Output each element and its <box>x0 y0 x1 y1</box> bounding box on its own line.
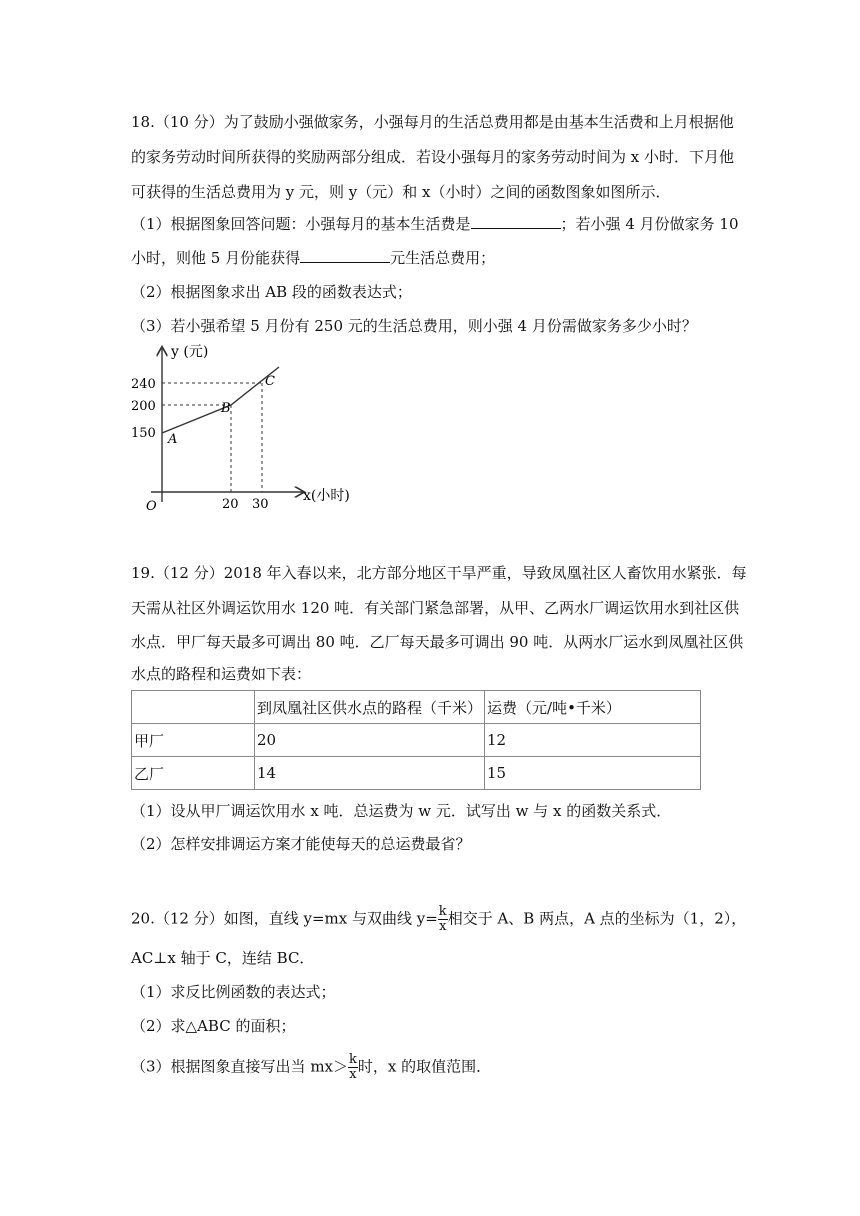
answer-blank <box>300 248 390 263</box>
x-tick-20: 20 <box>222 497 239 512</box>
q20-line-2: AC⊥x 轴于 C，连结 BC． <box>131 949 315 967</box>
answer-blank <box>471 214 561 229</box>
q19-part-2: （2）怎样安排调运方案才能使每天的总运费最省？ <box>131 835 471 853</box>
table-header-cell: 到凤凰社区供水点的路程（千米） <box>255 691 485 724</box>
x-tick-30: 30 <box>252 497 269 512</box>
q18-part-2: （2）根据图象求出 AB 段的函数表达式； <box>131 283 412 301</box>
fraction-denominator: x <box>349 1067 357 1082</box>
q18-line-3: 可获得的生活总费用为 y 元，则 y（元）和 x（小时）之间的函数图象如图所示． <box>131 183 671 201</box>
q18-line-1: 18.（10 分）为了鼓励小强做家务，小强每月的生活总费用都是由基本生活费和上月根据他 <box>131 113 734 131</box>
y-tick-150: 150 <box>131 426 156 441</box>
table-cell: 15 <box>485 757 701 790</box>
q20-part-3-text-b: 时，x 的取值范围． <box>357 1057 492 1076</box>
fraction-numerator: k <box>349 1052 357 1067</box>
q18-part-1-text-d: 元生活总费用； <box>390 249 496 267</box>
y-tick-200: 200 <box>131 399 156 414</box>
table-row <box>132 757 701 790</box>
q18-part-1-text-a: （1）根据图象回答问题：小强每月的基本生活费是 <box>131 215 471 233</box>
table-cell: 乙厂 <box>132 757 255 790</box>
function-line <box>162 367 279 433</box>
fraction-k-over-x <box>438 905 448 934</box>
x-axis-label: x(小时) <box>303 488 350 504</box>
table-cell: 20 <box>255 724 485 757</box>
q19-line-1: 19.（12 分）2018 年入春以来，北方部分地区干旱严重，导致凤凰社区人畜饮用水紧张．每 <box>131 564 747 582</box>
y-axis-label: y (元) <box>171 344 209 360</box>
table-cell: 14 <box>255 757 485 790</box>
q19-line-2: 天需从社区外调运饮用水 120 吨．有关部门紧急部署，从甲、乙两水厂调运饮用水到社区供 <box>131 599 740 617</box>
q18-part-1-text-b: ；若小强 4 月份做家务 10 <box>560 215 739 233</box>
q20-part-3-text-a: （3）根据图象直接写出当 mx＞ <box>131 1057 348 1076</box>
point-b-label: B <box>221 401 231 416</box>
table-header-row <box>132 691 701 724</box>
q20-part-2: （2）求△ABC 的面积； <box>131 1017 296 1035</box>
q18-line-2: 的家务劳动时间所获得的奖励两部分组成．若设小强每月的家务劳动时间为 x 小时．下月他 <box>131 148 734 166</box>
q20-line-1-text-a: 20.（12 分）如图，直线 y=mx 与双曲线 y= <box>131 909 438 928</box>
fraction-k-over-x <box>348 1053 358 1082</box>
q19-line-3: 水点．甲厂每天最多可调出 80 吨．乙厂每天最多可调出 90 吨．从两水厂运水到凤凰社区供 <box>131 633 744 651</box>
table-header-cell: 运费（元/吨•千米） <box>485 691 701 724</box>
point-c-label: C <box>265 374 275 389</box>
function-graph <box>131 340 361 525</box>
table-cell: 12 <box>485 724 701 757</box>
cost-table <box>131 690 701 790</box>
q20-part-1: （1）求反比例函数的表达式； <box>131 983 336 1001</box>
q20-line-1 <box>131 905 746 934</box>
point-a-label: A <box>168 432 178 447</box>
y-tick-240: 240 <box>131 377 156 392</box>
q20-line-1-text-b: 相交于 A、B 两点，A 点的坐标为（1，2）， <box>447 909 747 928</box>
table-cell: 甲厂 <box>132 724 255 757</box>
q18-part-1 <box>131 214 738 234</box>
table-header-cell <box>132 691 255 724</box>
table-row <box>132 724 701 757</box>
fraction-numerator: k <box>438 904 447 919</box>
origin-label: O <box>146 499 157 514</box>
q18-part-3: （3）若小强希望 5 月份有 250 元的生活总费用，则小强 4 月份需做家务多少小时？ <box>131 317 697 335</box>
q19-line-4: 水点的路程和运费如下表： <box>131 665 312 683</box>
q18-part-1-text-c: 小时，则他 5 月份能获得 <box>131 249 301 267</box>
q19-part-1: （1）设从甲厂调运饮用水 x 吨．总运费为 w 元．试写出 w 与 x 的函数关系式． <box>131 802 672 820</box>
fraction-denominator: x <box>439 919 447 934</box>
q20-part-3 <box>131 1053 491 1082</box>
q18-part-1-cont <box>131 248 495 268</box>
